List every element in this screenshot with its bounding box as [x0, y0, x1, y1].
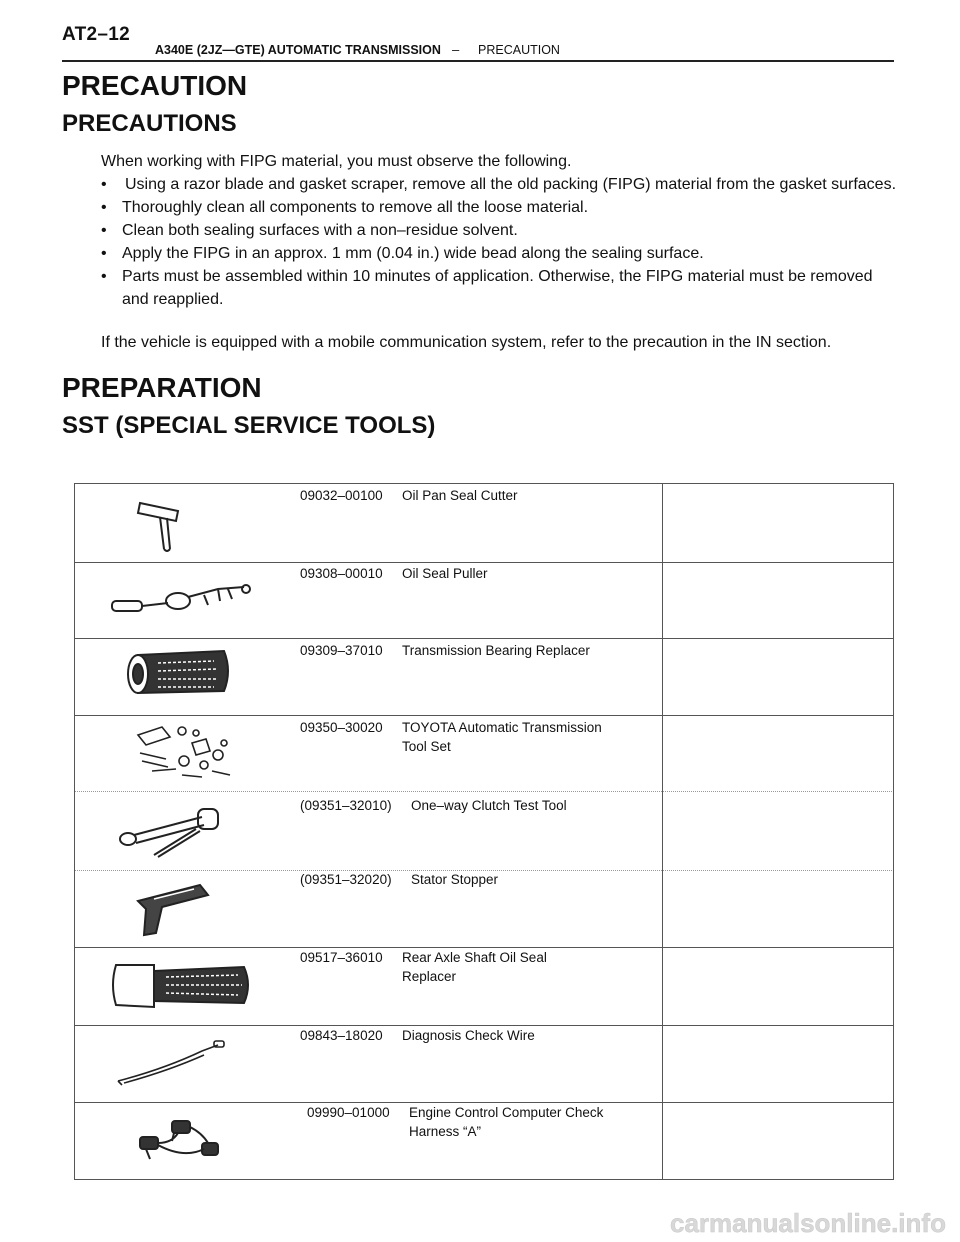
- tool-name: [411, 796, 567, 815]
- table-rule: [74, 715, 894, 716]
- bullet-icon: •: [101, 245, 107, 262]
- tool-name: [402, 1026, 535, 1045]
- sst-table: [74, 483, 894, 1180]
- sst-subheading: SST (SPECIAL SERVICE TOOLS): [62, 412, 436, 439]
- tool-name: [402, 641, 590, 660]
- precautions-subheading: PRECAUTIONS: [62, 110, 237, 137]
- tool-name: [402, 718, 602, 756]
- tool-name: [402, 486, 518, 505]
- table-rule: [74, 1179, 894, 1180]
- tool-name-line: Transmission Bearing Replacer: [402, 643, 590, 658]
- tool-number: 09990–01000: [307, 1105, 390, 1120]
- precaution-intro: When working with FIPG material, you must observe the following.: [101, 153, 572, 170]
- tool-name-line: Tool Set: [402, 739, 451, 754]
- tool-number: 09517–36010: [300, 950, 383, 965]
- page-number: AT2–12: [62, 24, 130, 45]
- tool-name-line: Stator Stopper: [411, 872, 499, 887]
- bullet-text: Clean both sealing surfaces with a non–residue solvent.: [122, 222, 518, 239]
- precaution-bullet: [101, 265, 901, 311]
- table-rule: [74, 483, 894, 484]
- bullet-text: Thoroughly clean all components to remove all the loose material.: [122, 199, 589, 216]
- tool-number: 09350–30020: [300, 720, 383, 735]
- preparation-heading: PREPARATION: [62, 372, 262, 403]
- seal-puller-icon: [108, 579, 253, 619]
- tool-name: [409, 1103, 603, 1141]
- mobile-communication-note: If the vehicle is equipped with a mobile communication system, refer to the precaution in the IN section.: [101, 334, 832, 351]
- tool-number: (09351–32020): [300, 872, 392, 887]
- tool-name-line: Rear Axle Shaft Oil Seal: [402, 950, 547, 965]
- tool-name-line: Harness “A”: [409, 1124, 482, 1139]
- tool-number: 09843–18020: [300, 1028, 383, 1043]
- table-border-right: [893, 483, 894, 1180]
- axle-seal-replacer-icon: [106, 957, 256, 1013]
- table-rule: [74, 562, 894, 563]
- tool-name-line: Replacer: [402, 969, 457, 984]
- bullet-text: Apply the FIPG in an approx. 1 mm (0.04 in.) wide bead along the sealing surface.: [122, 245, 704, 262]
- precaution-bullet: [101, 242, 901, 265]
- tool-name: [402, 564, 488, 583]
- tool-set-icon: [132, 721, 242, 783]
- seal-cutter-icon: [134, 497, 194, 555]
- tool-number: (09351–32010): [300, 798, 392, 813]
- header-separator: –: [452, 42, 460, 57]
- table-rule: [74, 638, 894, 639]
- table-border-left: [74, 483, 75, 1180]
- tool-name-line: Oil Pan Seal Cutter: [402, 488, 518, 503]
- header-rule: [62, 60, 894, 62]
- tool-name-line: Oil Seal Puller: [402, 566, 488, 581]
- check-harness-icon: [132, 1113, 232, 1165]
- bullet-icon: •: [101, 268, 107, 285]
- tool-name-line: Engine Control Computer Check: [409, 1105, 604, 1120]
- table-rule: [74, 791, 894, 792]
- bullet-icon: •: [101, 222, 107, 239]
- bearing-replacer-icon: [124, 649, 234, 697]
- header-section: PRECAUTION: [478, 43, 560, 57]
- svg-text:carmanualsonline.info: carmanualsonline.info: [670, 1208, 946, 1238]
- bullet-icon: •: [101, 199, 107, 216]
- precaution-bullet-list: [101, 173, 901, 311]
- check-wire-icon: [114, 1039, 234, 1089]
- stator-stopper-icon: [134, 879, 214, 939]
- table-column-divider: [662, 483, 663, 1180]
- bullet-icon: •: [101, 176, 107, 193]
- clutch-test-tool-icon: [116, 801, 226, 859]
- precaution-bullet: [101, 196, 901, 219]
- tool-number: 09308–00010: [300, 566, 383, 581]
- tool-number: 09309–37010: [300, 643, 383, 658]
- watermark-logo: [670, 1206, 954, 1240]
- precaution-bullet: [101, 173, 901, 196]
- tool-name-line: One–way Clutch Test Tool: [411, 798, 567, 813]
- tool-number: 09032–00100: [300, 488, 383, 503]
- bullet-text: Parts must be assembled within 10 minutes of application. Otherwise, the FIPG material must be removed and reapplied.: [122, 268, 873, 308]
- tool-name-line: TOYOTA Automatic Transmission: [402, 720, 602, 735]
- header-title: A340E (2JZ—GTE) AUTOMATIC TRANSMISSION: [155, 43, 441, 57]
- tool-name: [402, 948, 547, 986]
- precaution-heading: PRECAUTION: [62, 70, 248, 101]
- bullet-text: Using a razor blade and gasket scraper, remove all the old packing (FIPG) material from the gasket surfaces.: [125, 176, 897, 193]
- precaution-bullet: [101, 219, 901, 242]
- tool-name-line: Diagnosis Check Wire: [402, 1028, 535, 1043]
- tool-name: [411, 870, 498, 889]
